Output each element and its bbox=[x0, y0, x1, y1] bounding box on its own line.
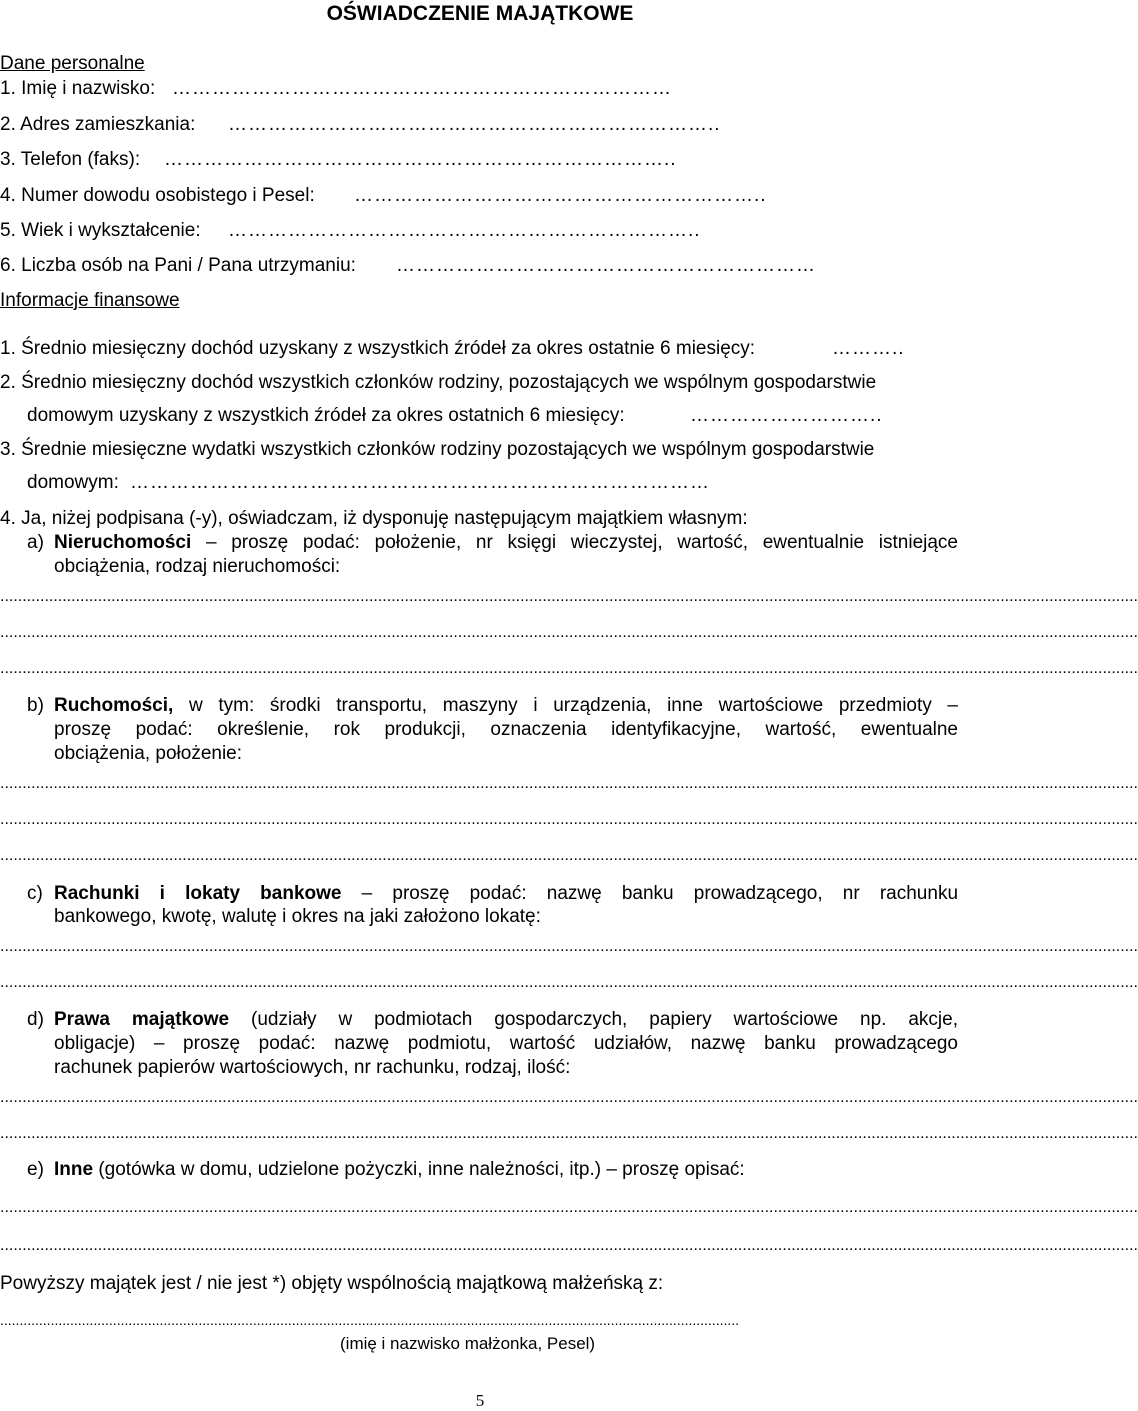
finance-item-2-line2: domowym uzyskany z wszystkich źródeł za okres ostatnich 6 miesięcy: bbox=[27, 405, 625, 426]
dotted-line-a3[interactable]: ................................................................................................................................................................................................................................................................ bbox=[0, 660, 1138, 677]
asset-d-line3: rachunek papierów wartościowych, nr rachunku, rodzaj, ilość: bbox=[54, 1057, 571, 1078]
section-heading-personal: Dane personalne bbox=[0, 53, 145, 74]
dotted-line-a2[interactable]: ................................................................................................................................................................................................................................................................ bbox=[0, 624, 1138, 641]
field-blank-family-income[interactable]: ……………………….. bbox=[690, 405, 883, 426]
dotted-line-d1[interactable]: ................................................................................................................................................................................................................................................................ bbox=[0, 1089, 1138, 1106]
field-label-dependents: 6. Liczba osób na Pani / Pana utrzymaniu: bbox=[0, 255, 356, 276]
asset-c-desc: – proszę podać: nazwę banku prowadzącego, nr rachunku bbox=[361, 883, 959, 904]
field-blank-dependents[interactable]: ……………………………………………………… bbox=[396, 255, 816, 276]
field-label-phone: 3. Telefon (faks): bbox=[0, 149, 141, 170]
dotted-line-b2[interactable]: ................................................................................................................................................................................................................................................................ bbox=[0, 811, 1138, 828]
field-blank-age-education[interactable]: …………………………………………………………….. bbox=[228, 220, 701, 241]
page-number: 5 bbox=[475, 1391, 485, 1410]
asset-b-letter: b) bbox=[27, 695, 44, 716]
asset-a-letter: a) bbox=[27, 532, 44, 553]
asset-a-line1 bbox=[54, 532, 958, 554]
spouse-statement: Powyższy majątek jest / nie jest *) objęty wspólnością majątkową małżeńską z: bbox=[0, 1273, 664, 1294]
asset-b-line1 bbox=[54, 695, 958, 717]
dotted-line-e1[interactable]: ................................................................................................................................................................................................................................................................ bbox=[0, 1199, 1138, 1216]
asset-b-line2: proszę podać: określenie, rok produkcji, oznaczenia identyfikacyjne, wartość, ewentualne bbox=[54, 719, 958, 740]
dotted-line-a1[interactable]: ................................................................................................................................................................................................................................................................ bbox=[0, 588, 1138, 605]
field-blank-id-pesel[interactable]: …………………………………………………….. bbox=[354, 185, 767, 206]
asset-b-name: Ruchomości, bbox=[54, 695, 174, 716]
dotted-line-b3[interactable]: ................................................................................................................................................................................................................................................................ bbox=[0, 847, 1138, 864]
section-heading-finance: Informacje finansowe bbox=[0, 290, 180, 311]
dotted-line-c1[interactable]: ................................................................................................................................................................................................................................................................ bbox=[0, 938, 1138, 955]
spouse-dotted-line[interactable]: .............................................................................................................................................................................................. bbox=[0, 1312, 740, 1328]
field-label-age-education: 5. Wiek i wykształcenie: bbox=[0, 220, 201, 241]
field-label-address: 2. Adres zamieszkania: bbox=[0, 114, 196, 135]
finance-item-2-line1: 2. Średnio miesięczny dochód wszystkich członków rodziny, pozostających we wspólnym gospodarstwie bbox=[0, 372, 877, 393]
spouse-caption: (imię i nazwisko małżonka, Pesel) bbox=[340, 1334, 596, 1353]
asset-e-line1 bbox=[54, 1159, 745, 1181]
dotted-line-b1[interactable]: ................................................................................................................................................................................................................................................................ bbox=[0, 775, 1138, 792]
field-blank-income-6m[interactable]: ……….. bbox=[832, 338, 905, 359]
asset-d-letter: d) bbox=[27, 1009, 44, 1030]
dotted-line-c2[interactable]: ................................................................................................................................................................................................................................................................ bbox=[0, 974, 1138, 991]
dotted-line-e2[interactable]: ................................................................................................................................................................................................................................................................ bbox=[0, 1237, 1138, 1254]
asset-e-name: Inne bbox=[54, 1159, 94, 1180]
finance-item-3-line2: domowym: bbox=[27, 472, 119, 493]
finance-item-4-text: 4. Ja, niżej podpisana (-y), oświadczam, iż dysponuję następującym majątkiem własnym: bbox=[0, 508, 748, 529]
field-blank-phone[interactable]: ………………………………………………………………….. bbox=[164, 149, 677, 170]
asset-d-line2: obligacje) – proszę podać: nazwę podmiotu, wartość udziałów, nazwę banku prowadzącego bbox=[54, 1033, 958, 1054]
finance-item-3-line1: 3. Średnie miesięczne wydatki wszystkich członków rodziny pozostających we wspólnym gospodarstwie bbox=[0, 439, 875, 460]
asset-a-line2: obciążenia, rodzaj nieruchomości: bbox=[54, 556, 341, 577]
field-label-id-pesel: 4. Numer dowodu osobistego i Pesel: bbox=[0, 185, 315, 206]
field-blank-name[interactable]: ………………………………………………………………… bbox=[172, 78, 672, 99]
field-blank-family-expenses[interactable]: …………………………………………………………………………… bbox=[130, 472, 710, 493]
asset-e-desc: (gotówka w domu, udzielone pożyczki, inne należności, itp.) – proszę opisać: bbox=[98, 1159, 745, 1180]
asset-a-name: Nieruchomości bbox=[54, 532, 192, 553]
asset-a-desc: – proszę podać: położenie, nr księgi wieczystej, wartość, ewentualnie istniejące bbox=[205, 532, 958, 553]
asset-c-line2: bankowego, kwotę, walutę i okres na jaki założono lokatę: bbox=[54, 906, 541, 927]
asset-c-letter: c) bbox=[27, 883, 43, 904]
finance-item-1-text: 1. Średnio miesięczny dochód uzyskany z wszystkich źródeł za okres ostatnie 6 miesięcy: bbox=[0, 338, 756, 359]
asset-d-name: Prawa majątkowe bbox=[54, 1009, 230, 1030]
asset-b-desc: w tym: środki transportu, maszyny i urządzenia, inne wartościowe przedmioty – bbox=[188, 695, 958, 716]
asset-c-line1 bbox=[54, 883, 958, 905]
dotted-line-d2[interactable]: ................................................................................................................................................................................................................................................................ bbox=[0, 1125, 1138, 1142]
page-title: OŚWIADCZENIE MAJĄTKOWE bbox=[326, 2, 634, 25]
asset-b-line3: obciążenia, położenie: bbox=[54, 743, 243, 764]
asset-e-letter: e) bbox=[27, 1159, 44, 1180]
field-blank-address[interactable]: ……………………………………………………………….. bbox=[228, 114, 721, 135]
asset-c-name: Rachunki i lokaty bankowe bbox=[54, 883, 342, 904]
asset-d-desc: (udziały w podmiotach gospodarczych, papiery wartościowe np. akcje, bbox=[251, 1009, 958, 1030]
asset-d-line1 bbox=[54, 1009, 958, 1031]
field-label-name: 1. Imię i nazwisko: bbox=[0, 78, 156, 99]
